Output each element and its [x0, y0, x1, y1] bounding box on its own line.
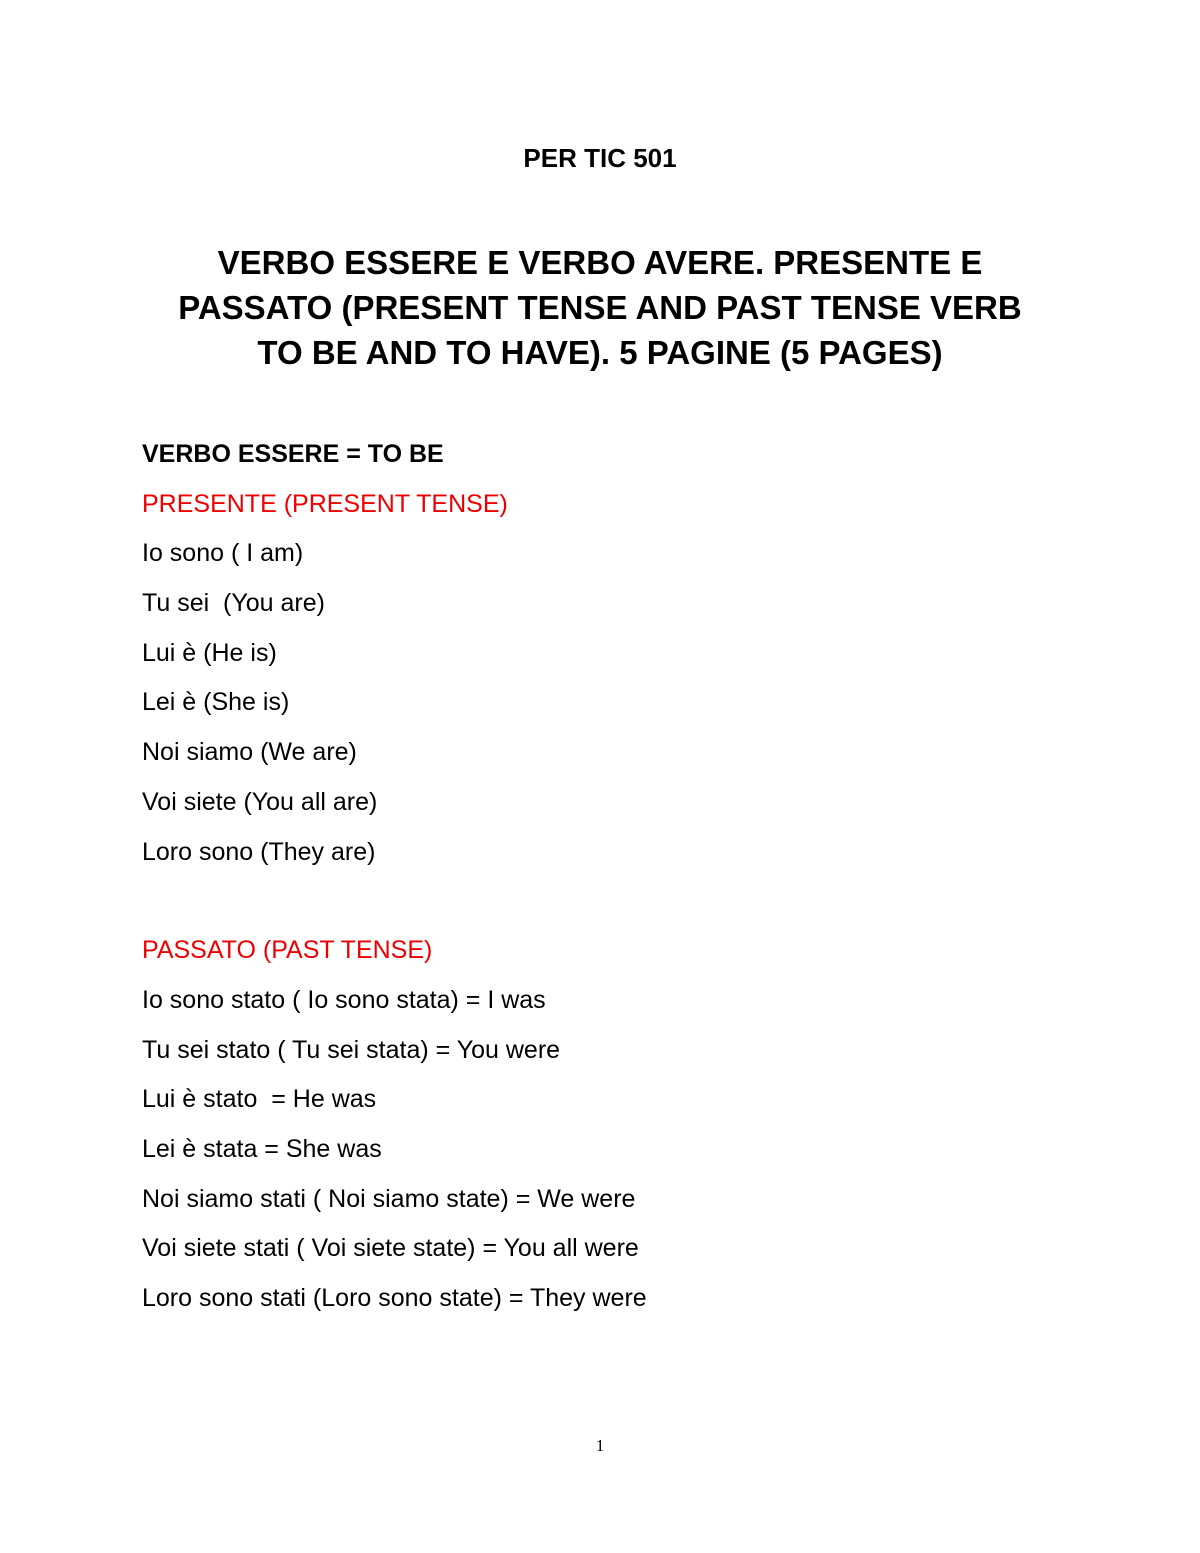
- page-number: 1: [595, 1436, 605, 1455]
- conjugation-line: Noi siamo stati ( Noi siamo state) = We were: [142, 1184, 636, 1213]
- past-tense-heading: PASSATO (PAST TENSE): [142, 936, 433, 965]
- title-line: VERBO ESSERE E VERBO AVERE. PRESENTE E: [217, 244, 983, 281]
- conjugation-line: Loro sono (They are): [142, 837, 376, 866]
- course-code: PER TIC 501: [523, 143, 677, 173]
- document-title: [100, 240, 1100, 375]
- conjugation-line: Lui è (He is): [142, 638, 277, 667]
- conjugation-line: Io sono stato ( Io sono stata) = I was: [142, 985, 546, 1014]
- conjugation-line: Lui è stato = He was: [142, 1085, 377, 1114]
- title-line: PASSATO (PRESENT TENSE AND PAST TENSE VERB: [178, 289, 1022, 326]
- conjugation-line: Noi siamo (We are): [142, 738, 357, 767]
- conjugation-line: Voi siete (You all are): [142, 787, 378, 816]
- document-body: [142, 434, 1102, 1328]
- conjugation-line: Voi siete stati ( Voi siete state) = You all were: [142, 1234, 639, 1263]
- conjugation-line: Lei è (She is): [142, 688, 290, 717]
- conjugation-line: Tu sei (You are): [142, 589, 325, 618]
- past-tense-list: [142, 980, 1102, 1328]
- conjugation-line: Tu sei stato ( Tu sei stata) = You were: [142, 1035, 561, 1064]
- present-tense-heading: PRESENTE (PRESENT TENSE): [142, 489, 508, 518]
- conjugation-line: Loro sono stati (Loro sono state) = They were: [142, 1284, 647, 1312]
- title-line: TO BE AND TO HAVE). 5 PAGINE (5 PAGES): [257, 334, 943, 371]
- conjugation-line: Io sono ( I am): [142, 539, 304, 568]
- conjugation-line: Lei è stata = She was: [142, 1134, 382, 1163]
- section-spacer: [142, 881, 1102, 930]
- section-heading: VERBO ESSERE = TO BE: [142, 440, 444, 468]
- present-tense-list: [142, 533, 1102, 881]
